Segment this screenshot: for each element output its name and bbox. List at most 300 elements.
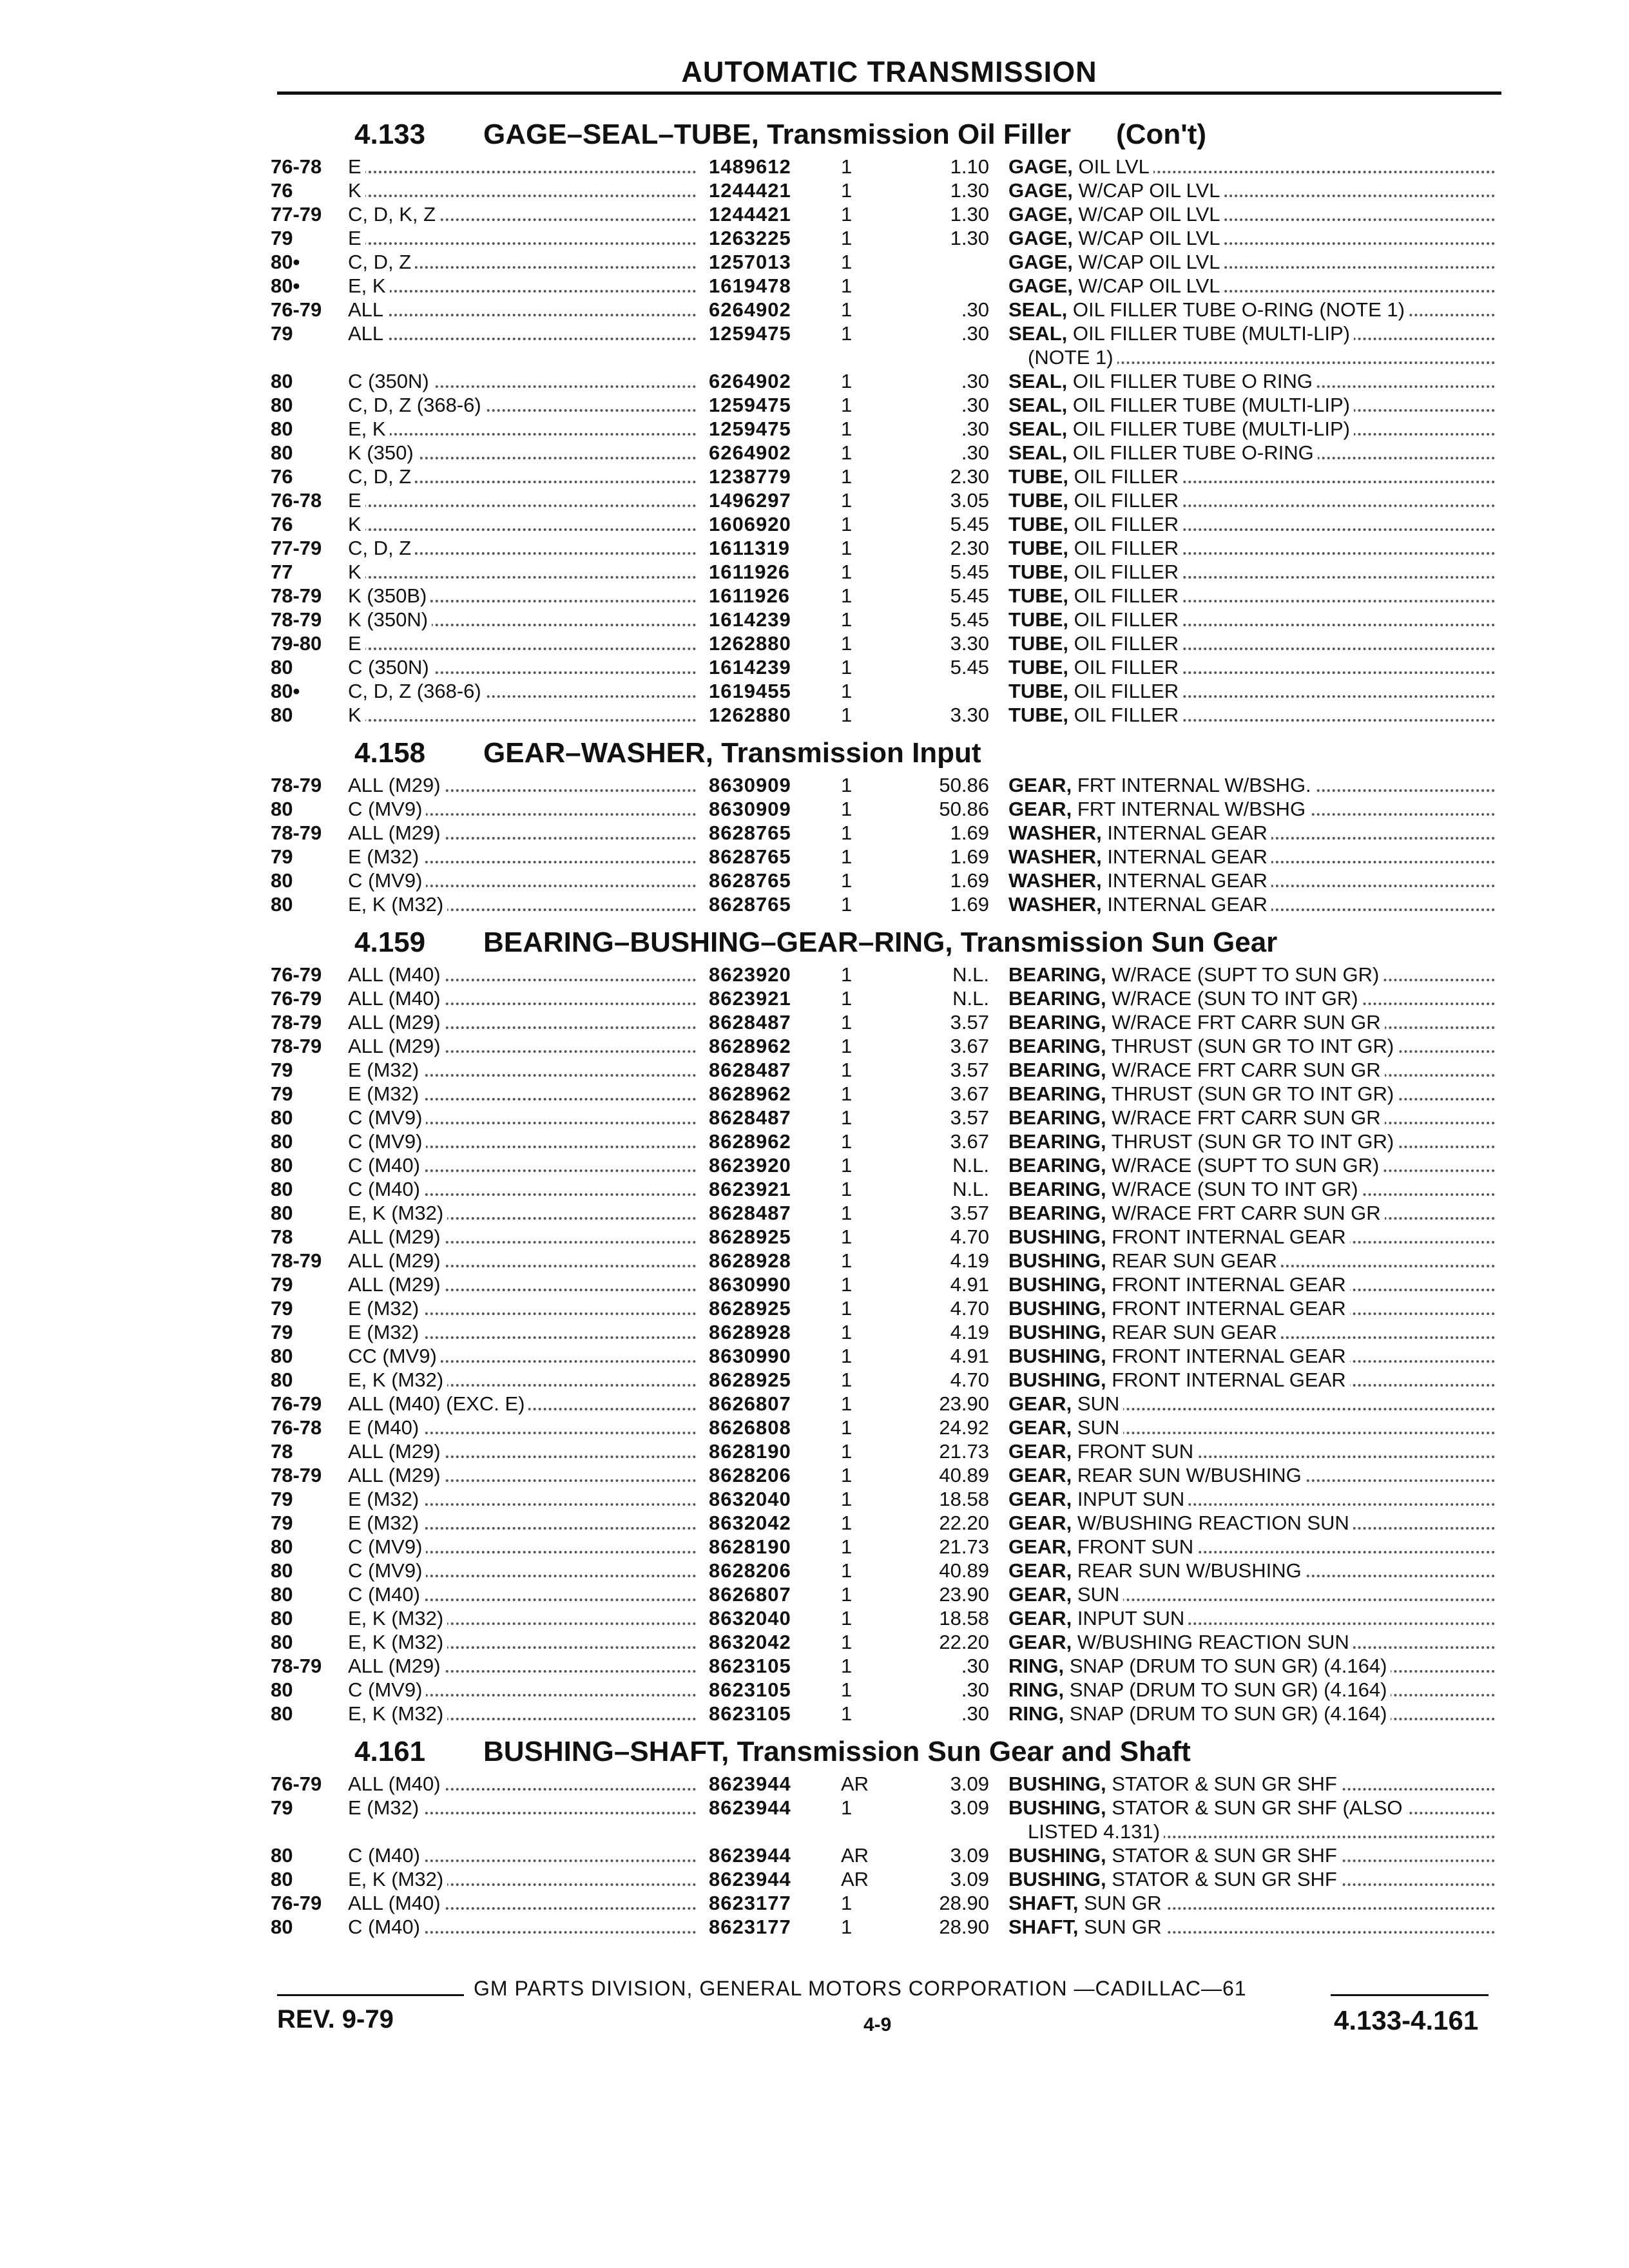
row-quantity: 1 — [841, 1630, 853, 1653]
row-models — [348, 1631, 709, 1654]
row-years: 79 — [271, 1320, 293, 1343]
row-item-name: GEAR, — [1008, 773, 1072, 796]
row-years: 80 — [271, 1678, 293, 1701]
row-description-text — [1008, 822, 1271, 844]
row-price: .30 — [961, 322, 989, 345]
row-models-text: E (M32) — [348, 1488, 423, 1510]
section-number: 4.161 — [354, 1736, 426, 1767]
row-item-name: GEAR, — [1008, 1439, 1072, 1463]
row-item-detail: FRONT SUN — [1077, 1439, 1194, 1463]
row-years: 76-79 — [271, 1772, 322, 1795]
row-item-name: GAGE, — [1008, 202, 1073, 226]
row-description — [1008, 155, 1495, 178]
row-description-text — [1008, 584, 1182, 607]
row-description — [1008, 704, 1495, 727]
row-item-name: GEAR, — [1008, 797, 1072, 820]
row-years: 78 — [271, 1439, 293, 1463]
row-description-text — [1008, 1321, 1281, 1343]
row-price: 5.45 — [950, 584, 989, 607]
row-part-number: 1259475 — [709, 393, 791, 416]
row-models-text: C (MV9) — [348, 1130, 426, 1153]
row-item-name: GEAR, — [1008, 1535, 1072, 1558]
row-models — [348, 1178, 709, 1201]
section-title-bold: BEARING–BUSHING–GEAR–RING, — [483, 927, 953, 958]
row-item-detail: OIL LVL — [1078, 155, 1150, 178]
row-description-text — [1008, 1345, 1350, 1367]
row-years: 80 — [271, 417, 293, 440]
row-years: 80 — [271, 869, 293, 892]
row-description-text — [1008, 1631, 1353, 1653]
row-years: 80 — [271, 797, 293, 820]
row-description — [1008, 1702, 1495, 1725]
row-description — [1008, 1392, 1495, 1416]
row-description-text — [1008, 1868, 1341, 1890]
row-years: 79 — [271, 1487, 293, 1510]
row-years: 80 — [271, 1153, 293, 1177]
parts-row — [271, 1535, 1495, 1559]
row-description-text — [1008, 845, 1271, 868]
row-years: 79 — [271, 845, 293, 868]
row-models — [348, 1345, 709, 1368]
row-description-text — [1008, 441, 1318, 464]
row-description — [1008, 1820, 1495, 1843]
row-price: .30 — [961, 298, 989, 321]
parts-row — [271, 703, 1495, 727]
section-heading — [271, 727, 1495, 773]
row-item-name: SEAL, — [1008, 322, 1068, 345]
row-quantity: 1 — [841, 1034, 853, 1057]
row-models — [348, 1249, 709, 1273]
row-years: 78-79 — [271, 1034, 322, 1057]
row-description — [1008, 513, 1495, 536]
row-years: 78-79 — [271, 1010, 322, 1033]
row-quantity: 1 — [841, 560, 853, 583]
section-title — [483, 119, 1071, 151]
row-quantity: 1 — [841, 1273, 853, 1296]
row-item-detail: W/CAP OIL LVL — [1078, 178, 1220, 202]
row-item-detail: OIL FILLER — [1074, 655, 1179, 678]
row-description-text — [1008, 1416, 1123, 1439]
row-item-name: BUSHING, — [1008, 1867, 1106, 1890]
row-item-name: SEAL, — [1008, 298, 1068, 321]
row-item-detail: SNAP (DRUM TO SUN GR) (4.164) — [1069, 1654, 1387, 1677]
row-part-number: 1244421 — [709, 202, 791, 226]
row-item-detail: W/BUSHING REACTION SUN — [1077, 1630, 1349, 1653]
footer-division: GM PARTS DIVISION, GENERAL MOTORS CORPORATION —CADILLAC—61 — [474, 1977, 1247, 2000]
parts-row — [271, 1606, 1495, 1630]
row-item-detail: STATOR & SUN GR SHF (ALSO — [1112, 1796, 1403, 1819]
row-models — [348, 963, 709, 986]
row-years: 76-78 — [271, 488, 322, 512]
parts-row — [271, 1320, 1495, 1344]
row-item-detail: W/RACE FRT CARR SUN GR — [1112, 1010, 1381, 1033]
row-item-detail: FRONT INTERNAL GEAR — [1112, 1296, 1346, 1320]
row-models — [348, 418, 709, 441]
row-quantity: 1 — [841, 1559, 853, 1582]
row-price: N.L. — [952, 1177, 989, 1200]
row-price: 1.69 — [950, 892, 989, 916]
row-item-name: TUBE, — [1008, 679, 1068, 702]
row-quantity: 1 — [841, 1201, 853, 1224]
row-price: 3.67 — [950, 1082, 989, 1105]
row-quantity: 1 — [841, 1654, 853, 1677]
row-item-name: TUBE, — [1008, 608, 1068, 631]
row-item-detail: STATOR & SUN GR SHF — [1112, 1772, 1337, 1795]
row-part-number: 1257013 — [709, 250, 791, 273]
row-item-detail: W/RACE (SUPT TO SUN GR) — [1112, 1153, 1380, 1177]
row-item-detail: FRONT SUN — [1077, 1535, 1194, 1558]
row-models-text: E, K (M32) — [348, 1607, 447, 1629]
row-models — [348, 1535, 709, 1559]
row-price: 3.09 — [950, 1867, 989, 1890]
row-years: 76-79 — [271, 1891, 322, 1914]
section-continued: (Con't) — [1116, 119, 1206, 150]
parts-row — [271, 1225, 1495, 1249]
row-part-number: 8628925 — [709, 1296, 791, 1320]
row-price: 1.69 — [950, 869, 989, 892]
row-description — [1008, 1678, 1495, 1702]
row-item-detail: SUN — [1077, 1582, 1120, 1606]
row-part-number: 8628206 — [709, 1559, 791, 1582]
row-item-detail: OIL FILLER — [1074, 488, 1179, 512]
row-models — [348, 1678, 709, 1702]
parts-row — [271, 369, 1495, 393]
row-item-detail: FRONT INTERNAL GEAR — [1112, 1368, 1346, 1391]
row-quantity: 1 — [841, 1511, 853, 1534]
row-models — [348, 561, 709, 584]
row-quantity: 1 — [841, 1344, 853, 1367]
row-models-text: C (MV9) — [348, 798, 426, 820]
row-quantity: 1 — [841, 1225, 853, 1248]
row-item-detail: W/RACE (SUPT TO SUN GR) — [1112, 963, 1380, 986]
row-description — [1008, 584, 1495, 608]
row-price: 3.09 — [950, 1796, 989, 1819]
row-quantity: 1 — [841, 1296, 853, 1320]
parts-row — [271, 1891, 1495, 1915]
row-description — [1008, 1844, 1495, 1867]
row-item-name: GEAR, — [1008, 1606, 1072, 1629]
row-part-number: 8628765 — [709, 845, 791, 868]
row-part-number: 8626807 — [709, 1392, 791, 1415]
row-description-text — [1008, 656, 1182, 678]
row-description-text — [1008, 1559, 1306, 1582]
row-quantity: 1 — [841, 1678, 853, 1701]
parts-row — [271, 560, 1495, 584]
row-price: 21.73 — [939, 1535, 989, 1558]
row-description — [1008, 1773, 1495, 1796]
row-description — [1008, 1464, 1495, 1487]
parts-row — [271, 178, 1495, 202]
row-description — [1008, 1868, 1495, 1891]
row-quantity: AR — [841, 1843, 869, 1867]
row-models-text: E — [348, 227, 365, 249]
row-quantity: 1 — [841, 1606, 853, 1629]
row-description-text — [1008, 1082, 1398, 1105]
parts-row — [271, 1201, 1495, 1225]
row-models — [348, 1844, 709, 1867]
row-price: N.L. — [952, 963, 989, 986]
row-models — [348, 822, 709, 845]
row-description — [1008, 1631, 1495, 1654]
row-item-name: SHAFT, — [1008, 1915, 1079, 1938]
row-description-text — [1008, 561, 1182, 583]
row-quantity: 1 — [841, 1702, 853, 1725]
row-item-name: TUBE, — [1008, 631, 1068, 655]
row-part-number: 8628928 — [709, 1320, 791, 1343]
row-quantity: 1 — [841, 1368, 853, 1391]
row-models — [348, 680, 709, 703]
row-quantity: 1 — [841, 369, 853, 392]
row-years: 80 — [271, 1702, 293, 1725]
row-models-text: C (M40) — [348, 1154, 424, 1177]
row-models-text: K — [348, 179, 365, 202]
section-number: 4.158 — [354, 737, 426, 769]
row-part-number: 1262880 — [709, 631, 791, 655]
row-price: .30 — [961, 1678, 989, 1701]
row-item-name: TUBE, — [1008, 703, 1068, 726]
row-models-text: C (M40) — [348, 1844, 424, 1867]
row-description — [1008, 1106, 1495, 1129]
row-item-detail: STATOR & SUN GR SHF — [1112, 1867, 1337, 1890]
row-models — [348, 1464, 709, 1487]
row-models-text: ALL (M29) — [348, 1655, 445, 1677]
row-item-detail: THRUST (SUN GR TO INT GR) — [1111, 1129, 1394, 1153]
row-part-number: 8626807 — [709, 1582, 791, 1606]
row-item-name: BUSHING, — [1008, 1843, 1106, 1867]
row-price: 28.90 — [939, 1891, 989, 1914]
row-item-detail: FRONT INTERNAL GEAR — [1112, 1225, 1346, 1248]
row-item-name: WASHER, — [1008, 821, 1102, 844]
row-quantity: 1 — [841, 322, 853, 345]
row-quantity: 1 — [841, 679, 853, 702]
row-price: 50.86 — [939, 797, 989, 820]
row-models — [348, 1225, 709, 1249]
row-price: 1.30 — [950, 178, 989, 202]
row-description-text — [1008, 963, 1383, 986]
row-description-text — [1008, 798, 1309, 820]
row-part-number: 8628925 — [709, 1225, 791, 1248]
parts-row — [271, 1582, 1495, 1606]
parts-row — [271, 1630, 1495, 1654]
row-models — [348, 1655, 709, 1678]
row-models-text: ALL — [348, 298, 387, 321]
parts-row — [271, 1177, 1495, 1201]
row-item-name: BUSHING, — [1008, 1249, 1106, 1272]
parts-row — [271, 963, 1495, 986]
row-description — [1008, 1607, 1495, 1630]
row-models — [348, 179, 709, 202]
row-models-text: C (MV9) — [348, 869, 426, 892]
row-years: 80 — [271, 655, 293, 678]
row-description — [1008, 1321, 1495, 1344]
row-item-name: BUSHING, — [1008, 1320, 1106, 1343]
row-years: 79-80 — [271, 631, 322, 655]
row-price: 5.45 — [950, 560, 989, 583]
row-years: 76 — [271, 512, 293, 535]
row-description — [1008, 370, 1495, 393]
row-years: 80 — [271, 393, 293, 416]
row-description-text — [1008, 1464, 1306, 1486]
row-models — [348, 1035, 709, 1058]
row-years: 78-79 — [271, 1249, 322, 1272]
row-item-name: TUBE, — [1008, 560, 1068, 583]
row-models — [348, 798, 709, 821]
row-price: 3.57 — [950, 1201, 989, 1224]
row-quantity: 1 — [841, 1058, 853, 1081]
row-models-text: C (MV9) — [348, 1559, 426, 1582]
row-models — [348, 632, 709, 655]
catalog-sections — [271, 108, 1495, 1939]
row-years: 80• — [271, 274, 300, 297]
row-models-text: CC (MV9) — [348, 1345, 441, 1367]
row-quantity: 1 — [841, 512, 853, 535]
row-price: 4.19 — [950, 1320, 989, 1343]
row-models — [348, 1796, 709, 1820]
parts-row — [271, 584, 1495, 608]
row-description-text — [1008, 465, 1182, 488]
parts-row — [271, 1654, 1495, 1678]
row-item-detail: FRONT INTERNAL GEAR — [1112, 1273, 1346, 1296]
row-models — [348, 1154, 709, 1177]
row-description — [1008, 1655, 1495, 1678]
row-part-number: 8628962 — [709, 1129, 791, 1153]
row-part-number: 8623920 — [709, 1153, 791, 1177]
row-price: 1.10 — [950, 155, 989, 178]
row-quantity: 1 — [841, 393, 853, 416]
row-description — [1008, 1512, 1495, 1535]
row-quantity: 1 — [841, 274, 853, 297]
row-models-text: ALL (M29) — [348, 822, 445, 844]
row-price: 2.30 — [950, 536, 989, 559]
row-models-text: ALL (M29) — [348, 1273, 445, 1296]
row-models — [348, 1583, 709, 1606]
row-description-text — [1008, 774, 1315, 796]
row-years: 77-79 — [271, 202, 322, 226]
row-models — [348, 1130, 709, 1153]
row-part-number: 1606920 — [709, 512, 791, 535]
row-years: 80 — [271, 441, 293, 464]
row-part-number: 6264902 — [709, 441, 791, 464]
row-part-number: 8623177 — [709, 1891, 791, 1914]
row-years: 80 — [271, 1582, 293, 1606]
row-models — [348, 203, 709, 226]
row-price: 50.86 — [939, 773, 989, 796]
row-description — [1008, 1583, 1495, 1606]
row-part-number: 8628962 — [709, 1034, 791, 1057]
row-item-detail: INTERNAL GEAR — [1107, 821, 1268, 844]
parts-row — [271, 155, 1495, 178]
row-years: 80 — [271, 1344, 293, 1367]
row-models-text: C (350N) — [348, 370, 433, 392]
row-quantity: 1 — [841, 821, 853, 844]
row-models-text: C, D, K, Z — [348, 203, 439, 226]
row-years: 80 — [271, 1201, 293, 1224]
row-models-text: E, K (M32) — [348, 893, 447, 916]
row-description-text — [1008, 1202, 1385, 1224]
row-years: 80 — [271, 1177, 293, 1200]
row-description — [1008, 1559, 1495, 1582]
row-item-name: BEARING, — [1008, 1082, 1106, 1105]
row-description-text — [1008, 632, 1182, 655]
row-models-text: ALL (M29) — [348, 1011, 445, 1033]
parts-row — [271, 1678, 1495, 1702]
row-price: 5.45 — [950, 655, 989, 678]
row-item-detail: W/RACE FRT CARR SUN GR — [1112, 1201, 1381, 1224]
row-description-text — [1008, 1440, 1197, 1463]
row-item-detail: W/CAP OIL LVL — [1078, 250, 1220, 273]
row-models-text: ALL (M40) — [348, 1773, 445, 1795]
row-years: 79 — [271, 226, 293, 249]
row-models-text: E — [348, 489, 365, 512]
row-item-name: BEARING, — [1008, 1010, 1106, 1033]
parts-row — [271, 986, 1495, 1010]
row-description — [1008, 1178, 1495, 1201]
row-years: 77-79 — [271, 536, 322, 559]
row-quantity: AR — [841, 1772, 869, 1795]
row-years: 76 — [271, 465, 293, 488]
row-models-text: K (350N) — [348, 608, 432, 631]
row-description-text — [1008, 513, 1182, 535]
row-item-detail: OIL FILLER — [1074, 679, 1179, 702]
row-description-text — [1008, 251, 1224, 273]
row-price: 22.20 — [939, 1630, 989, 1653]
row-part-number: 8630990 — [709, 1273, 791, 1296]
row-item-detail: OIL FILLER TUBE O RING — [1072, 369, 1313, 392]
parts-row — [271, 608, 1495, 631]
row-description-text — [1008, 1178, 1362, 1200]
row-part-number: 8630909 — [709, 797, 791, 820]
row-item-detail: THRUST (SUN GR TO INT GR) — [1111, 1082, 1394, 1105]
row-quantity: 1 — [841, 869, 853, 892]
row-item-name: GAGE, — [1008, 274, 1073, 297]
row-years: 76 — [271, 178, 293, 202]
section-range: 4.133-4.161 — [1334, 2005, 1479, 2035]
row-years: 79 — [271, 322, 293, 345]
row-price: 4.91 — [950, 1273, 989, 1296]
parts-row — [271, 892, 1495, 916]
section-title-rest: Transmission Oil Filler — [767, 119, 1072, 150]
row-price: .30 — [961, 417, 989, 440]
section-title — [483, 737, 981, 769]
parts-row — [271, 1843, 1495, 1867]
row-item-detail: FRT INTERNAL W/BSHG. — [1077, 773, 1311, 796]
row-years: 79 — [271, 1296, 293, 1320]
row-models — [348, 370, 709, 393]
row-price: 3.57 — [950, 1106, 989, 1129]
row-item-detail: FRT INTERNAL W/BSHG — [1077, 797, 1306, 820]
row-price: 18.58 — [939, 1487, 989, 1510]
row-models-text: C (350N) — [348, 656, 433, 678]
row-item-detail: W/BUSHING REACTION SUN — [1077, 1511, 1349, 1534]
row-models-text: K — [348, 704, 365, 726]
row-part-number: 8628962 — [709, 1082, 791, 1105]
row-models-text: C, D, Z — [348, 537, 415, 559]
row-models — [348, 489, 709, 512]
row-description — [1008, 632, 1495, 655]
row-quantity: 1 — [841, 1891, 853, 1914]
row-item-detail: REAR SUN GEAR — [1112, 1320, 1277, 1343]
row-part-number: 8628206 — [709, 1463, 791, 1486]
row-price: N.L. — [952, 1153, 989, 1177]
row-models-text: E — [348, 155, 365, 178]
row-part-number: 8630990 — [709, 1344, 791, 1367]
parts-row — [271, 345, 1495, 369]
row-price: .30 — [961, 1654, 989, 1677]
parts-row — [271, 1867, 1495, 1891]
row-years: 76-78 — [271, 1416, 322, 1439]
row-description-text — [1008, 1655, 1391, 1677]
row-part-number: 8623105 — [709, 1654, 791, 1677]
